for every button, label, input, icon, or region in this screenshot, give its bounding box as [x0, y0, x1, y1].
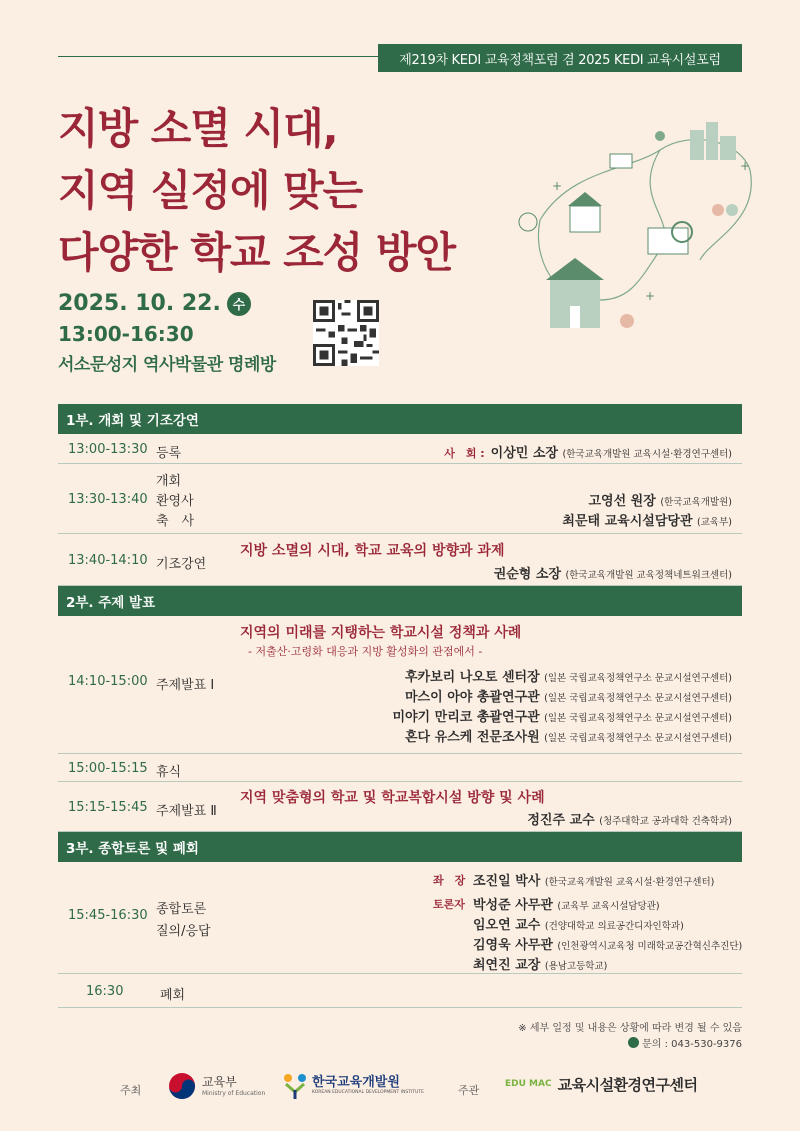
- time-cell: 13:00-13:30: [68, 442, 148, 457]
- ministry-of-education-logo: 교육부 Ministry of Education: [168, 1072, 265, 1100]
- contact-info: [628, 1035, 742, 1050]
- day-of-week-badge: 수: [227, 292, 251, 316]
- event-time: 13:00-16:30: [58, 322, 194, 346]
- time-cell: 15:45-16:30: [68, 908, 148, 923]
- footer: [0, 1070, 800, 1110]
- panelist-cell: 박성준 사무관 (교육부 교육시설담당관): [473, 898, 660, 913]
- edumac-logo-icon: EDU MAC: [505, 1079, 552, 1089]
- speaker-cell: 혼다 유스케 전문조사원 (일본 국립교육정책연구소 문교시설연구센터): [405, 730, 732, 745]
- svg-text:+: +: [740, 159, 751, 173]
- program-cell: 주제발표 Ⅱ: [156, 804, 217, 819]
- topic-title: 지역의 미래를 지탱하는 학교시설 정책과 사례: [240, 625, 522, 641]
- forum-tag: 제219차 KEDI 교육정책포럼 겸 2025 KEDI 교육시설포럼: [378, 44, 742, 72]
- program-cell: 환영사: [156, 494, 194, 509]
- organizer-label: 주관: [458, 1084, 480, 1097]
- kedi-logo: 한국교육개발원 KOREAN EDUCATIONAL DEVELOPMENT INSTITUTE: [282, 1072, 424, 1100]
- panelist-cell: 최연진 교장 (용남고등학교): [473, 958, 608, 973]
- program-cell: 등록: [156, 446, 182, 461]
- time-cell: 15:15-15:45: [68, 800, 148, 815]
- school-network-illustration: [510, 110, 770, 340]
- section-header-part3: 3부. 종합토론 및 폐회: [58, 832, 742, 862]
- table-row: [58, 862, 742, 974]
- program-cell: 종합토론: [156, 902, 207, 917]
- top-rule: [58, 56, 378, 57]
- speaker-cell: 미야기 만리코 총괄연구관 (일본 국립교육정책연구소 문교시설연구센터): [392, 710, 732, 725]
- chair-role-label: 좌 장: [433, 874, 466, 887]
- qr-code-icon[interactable]: [313, 300, 379, 366]
- topic-title: 지방 소멸의 시대, 학교 교육의 방향과 과제: [240, 543, 505, 559]
- title-line-1: 지방 소멸 시대,: [58, 104, 338, 153]
- program-cell: 폐회: [160, 988, 186, 1003]
- speaker-cell: 최문태 교육시설담당관 (교육부): [562, 514, 732, 529]
- speaker-cell: 고영선 원장 (한국교육개발원): [588, 494, 732, 509]
- contact-text: 문의 : 043-530-9376: [642, 1039, 742, 1050]
- program-cell: 주제발표 Ⅰ: [156, 678, 215, 693]
- svg-text:+: +: [645, 289, 656, 303]
- time-cell: 13:30-13:40: [68, 492, 148, 507]
- table-row: [58, 616, 742, 754]
- time-cell: 14:10-15:00: [68, 674, 148, 689]
- time-cell: 16:30: [86, 984, 124, 999]
- svg-text:+: +: [552, 179, 563, 193]
- program-cell: 기조강연: [156, 557, 207, 572]
- speaker-cell: 권순형 소장 (한국교육개발원 교육정책네트워크센터): [493, 567, 732, 582]
- panel-role-label: 토론자: [433, 898, 465, 911]
- topic-subtitle: - 저출산·고령화 대응과 지방 활성화의 관점에서 -: [248, 645, 483, 658]
- chair-cell: 조진일 박사 (한국교육개발원 교육시설·환경연구센터): [473, 874, 715, 889]
- table-row: [58, 754, 742, 782]
- panelist-cell: 임오연 교수 (건양대학교 의료공간디자인학과): [473, 918, 684, 933]
- page-title: [58, 98, 455, 284]
- program-cell: 휴식: [156, 765, 182, 780]
- program-table: [58, 404, 742, 1008]
- speaker-cell: 마스이 아야 총괄연구관 (일본 국립교육정책연구소 문교시설연구센터): [405, 690, 732, 705]
- time-cell: 15:00-15:15: [68, 761, 148, 776]
- host-label: 주최: [120, 1084, 142, 1097]
- program-cell: 질의/응답: [156, 924, 211, 939]
- section-header-part2: 2부. 주제 발표: [58, 586, 742, 616]
- panelist-cell: 김영욱 사무관 (인천광역시교육청 미래학교공간혁신추진단): [473, 938, 743, 953]
- program-cell: 축 사: [156, 514, 195, 529]
- speaker-cell: 후카보리 나오토 센터장 (일본 국립교육정책연구소 문교시설연구센터): [405, 670, 732, 685]
- taegeuk-icon: [168, 1072, 196, 1100]
- title-line-3: 다양한 학교 조성 방안: [58, 228, 456, 277]
- program-cell: 개회: [156, 474, 182, 489]
- table-row: [58, 464, 742, 534]
- table-row: [58, 434, 742, 464]
- organizer-logo: EDU MAC 교육시설환경연구센터: [505, 1076, 698, 1094]
- role-label: 사 회 :: [444, 447, 485, 460]
- table-row: [58, 974, 742, 1008]
- table-row: [58, 782, 742, 832]
- speaker-cell: 사 회 : 이상민 소장 (한국교육개발원 교육시설·환경연구센터): [444, 446, 732, 461]
- event-date: [58, 291, 251, 316]
- event-venue: 서소문성지 역사박물관 명례방: [58, 355, 276, 375]
- date-text: 2025. 10. 22.: [58, 291, 221, 316]
- section-header-part1: 1부. 개회 및 기조강연: [58, 404, 742, 434]
- table-row: [58, 534, 742, 586]
- schedule-disclaimer: ※ 세부 일정 및 내용은 상황에 따라 변경 될 수 있음: [518, 1023, 742, 1034]
- time-cell: 13:40-14:10: [68, 553, 148, 568]
- kedi-emblem-icon: [282, 1072, 308, 1100]
- topic-title: 지역 맞춤형의 학교 및 학교복합시설 방향 및 사례: [240, 790, 545, 806]
- speaker-cell: 정진주 교수 (청주대학교 공과대학 건축학과): [527, 813, 732, 828]
- title-line-2: 지역 실정에 맞는: [58, 166, 363, 215]
- globe-icon: [628, 1037, 639, 1048]
